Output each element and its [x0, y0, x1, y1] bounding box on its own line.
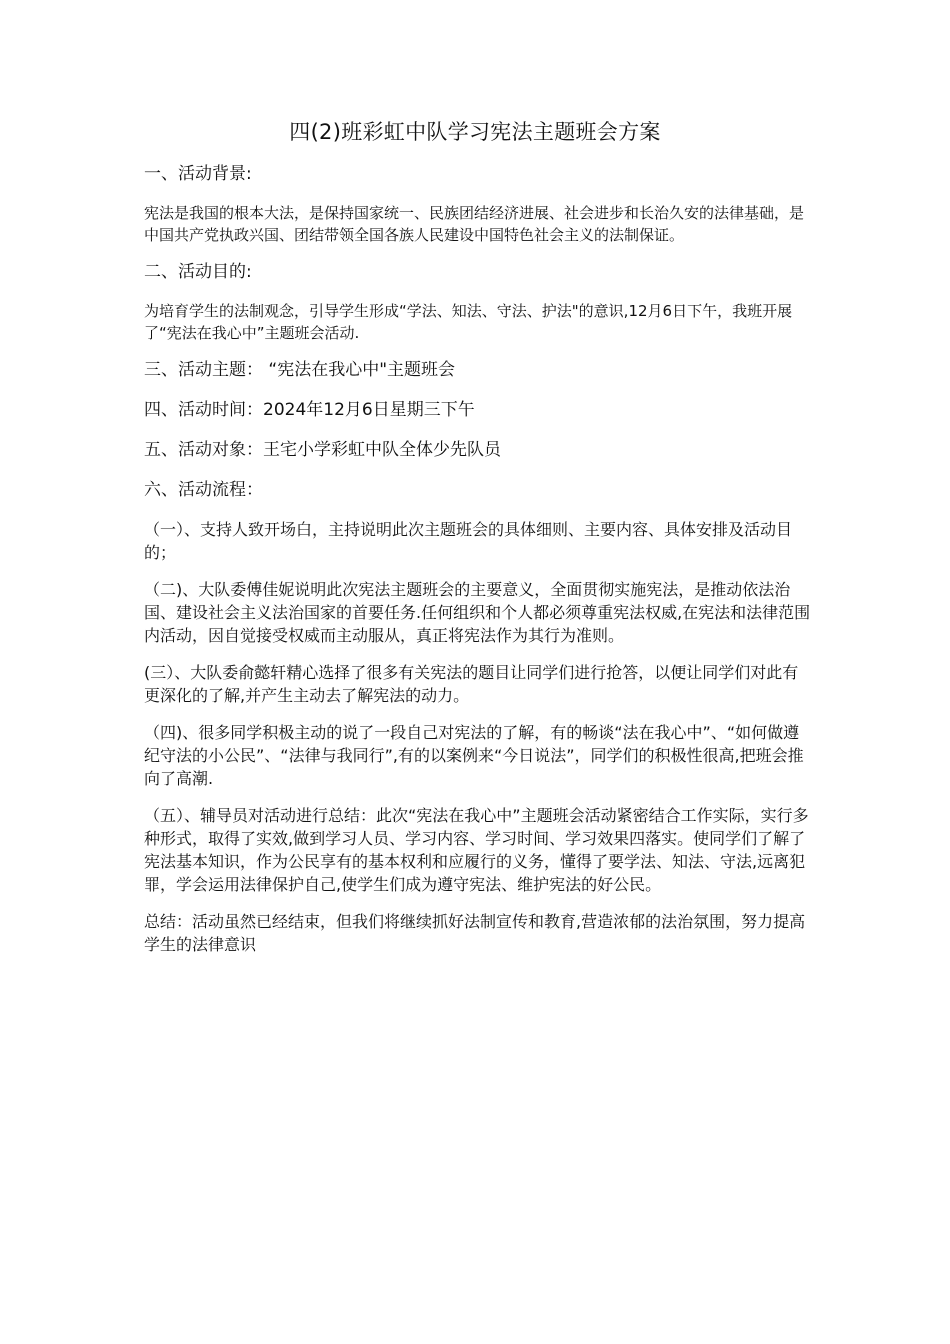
- theme-line: 三、活动主题： “宪法在我心中"主题班会: [144, 360, 456, 380]
- background-paragraph: 宪法是我国的根本大法，是保持国家统一、民族团结经济进展、社会进步和长治久安的法律基础，是中国共产党执政兴国、团结带领全国各族人民建设中国特色社会主义的法制保证。: [144, 204, 805, 244]
- summary-paragraph: 总结：活动虽然已经结束，但我们将继续抓好法制宣传和教育,营造浓郁的法治氛围，努力提高学生的法律意识: [144, 912, 806, 954]
- purpose-heading: 二、活动目的:: [144, 262, 252, 282]
- process-step-5: （五）、辅导员对活动进行总结：此次“宪法在我心中”主题班会活动紧密结合工作实际，实行多种形式，取得了实效,做到学习人员、学习内容、学习时间、学习效果四落实。使同学们了解了宪法基本知识，作为公民享有的基本权利和应履行的义务，懂得了要学法、知法、守法,远离犯罪，学会运用法律保护自己,使学生们成为遵守宪法、维护宪法的好公民。: [144, 806, 809, 894]
- document-body: [144, 162, 812, 956]
- process-step-2: （二)、大队委傅佳妮说明此次宪法主题班会的主要意义，全面贯彻实施宪法，是推动依法治国、建设社会主义法治国家的首要任务.任何组织和个人都必须尊重宪法权威,在宪法和法律范围内活动，因自觉接受权威而主动服从，真正将宪法作为其行为准则。: [144, 580, 811, 645]
- process-heading: 六、活动流程：: [144, 480, 263, 500]
- document-title: 四(2)班彩虹中队学习宪法主题班会方案: [289, 120, 661, 144]
- background-heading: 一、活动背景:: [144, 164, 252, 184]
- audience-line: 五、活动对象：王宅小学彩虹中队全体少先队员: [144, 440, 501, 460]
- process-step-3: (三）、大队委俞懿轩精心选择了很多有关宪法的题目让同学们进行抢答，以便让同学们对此有更深化的了解,并产生主动去了解宪法的动力。: [144, 663, 799, 705]
- time-line: 四、活动时间：2024年12月6日星期三下午: [144, 400, 475, 420]
- purpose-paragraph: 为培育学生的法制观念，引导学生形成“学法、知法、守法、护法"的意识,12月6日下午，我班开展了“宪法在我心中”主题班会活动.: [144, 302, 793, 342]
- process-step-4: （四)、很多同学积极主动的说了一段自己对宪法的了解，有的畅谈“法在我心中”、“如何做遵纪守法的小公民”、“法律与我同行”,有的以案例来“今日说法”，同学们的积极性很高,把班会推向了高潮.: [144, 723, 804, 788]
- process-step-1: （一）、支持人致开场白，主持说明此次主题班会的具体细则、主要内容、具体安排及活动目的；: [144, 520, 793, 562]
